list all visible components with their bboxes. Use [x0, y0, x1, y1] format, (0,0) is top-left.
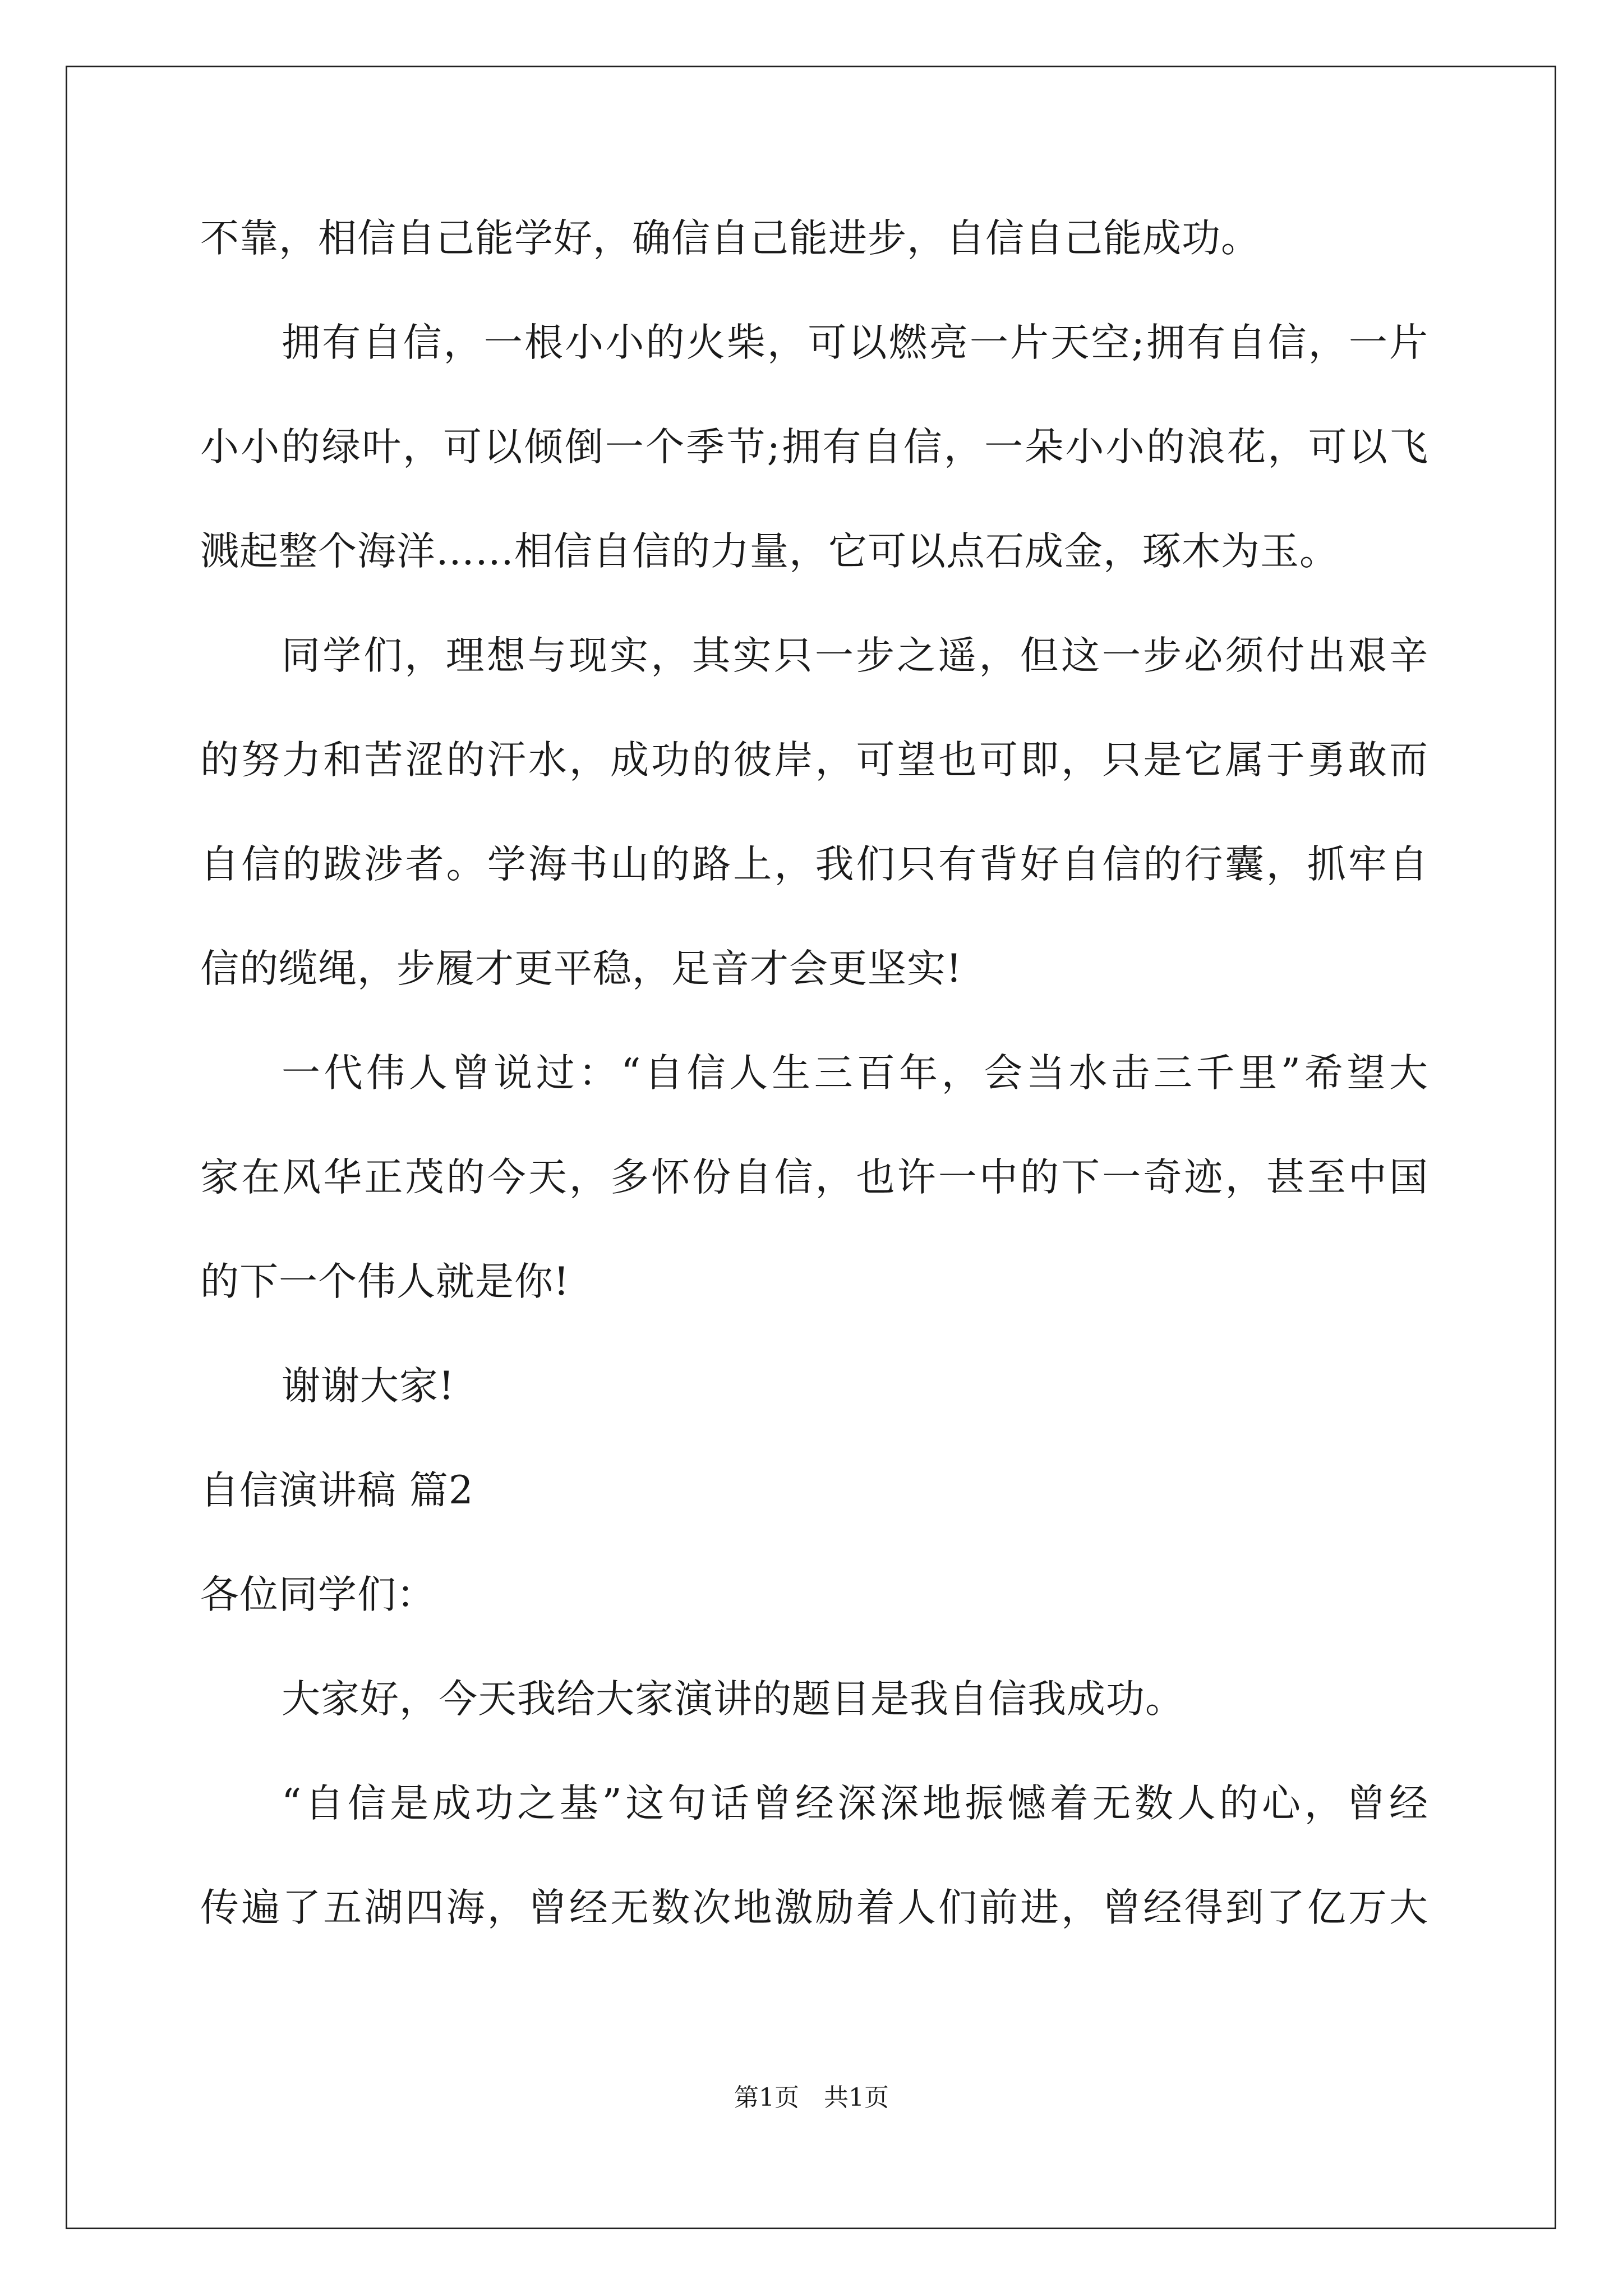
salutation-line: 各位同学们：	[200, 1572, 436, 1617]
text-line-16: “自信是成功之基”这句话曾经深深地振憾着无数人的心，曾经	[282, 1781, 1428, 1826]
text-line-11: 的下一个伟人就是你!	[200, 1259, 570, 1304]
text-line-15: 大家好，今天我给大家演讲的题目是我自信我成功。	[282, 1677, 1184, 1722]
text-line-12: 谢谢大家!	[282, 1364, 455, 1409]
text-line-9: 一代伟人曾说过：“自信人生三百年，会当水击三千里”希望大	[282, 1051, 1428, 1096]
text-line-4: 溅起整个海洋……相信自信的力量，它可以点石成金，琢木为玉。	[200, 529, 1339, 574]
text-line-1: 不靠，相信自己能学好，确信自己能进步，自信自己能成功。	[200, 216, 1260, 261]
text-line-8: 信的缆绳，步履才更平稳，足音才会更坚实!	[200, 946, 962, 991]
text-line-3: 小小的绿叶，可以倾倒一个季节;拥有自信，一朵小小的浪花，可以飞	[200, 425, 1428, 470]
section-heading: 自信演讲稿 篇2	[200, 1468, 474, 1513]
text-line-7: 自信的跋涉者。学海书山的路上，我们只有背好自信的行囊，抓牢自	[200, 842, 1428, 887]
text-line-10: 家在风华正茂的今天，多怀份自信，也许一中的下一奇迹，甚至中国	[200, 1155, 1428, 1200]
text-line-17: 传遍了五湖四海，曾经无数次地激励着人们前进，曾经得到了亿万大	[200, 1885, 1428, 1930]
text-line-6: 的努力和苦涩的汗水，成功的彼岸，可望也可即，只是它属于勇敢而	[200, 738, 1428, 783]
text-line-2: 拥有自信，一根小小的火柴，可以燃亮一片天空;拥有自信，一片	[282, 320, 1428, 365]
page-number-footer: 第1页 共1页	[734, 2083, 889, 2112]
text-line-5: 同学们，理想与现实，其实只一步之遥，但这一步必须付出艰辛	[282, 633, 1428, 678]
